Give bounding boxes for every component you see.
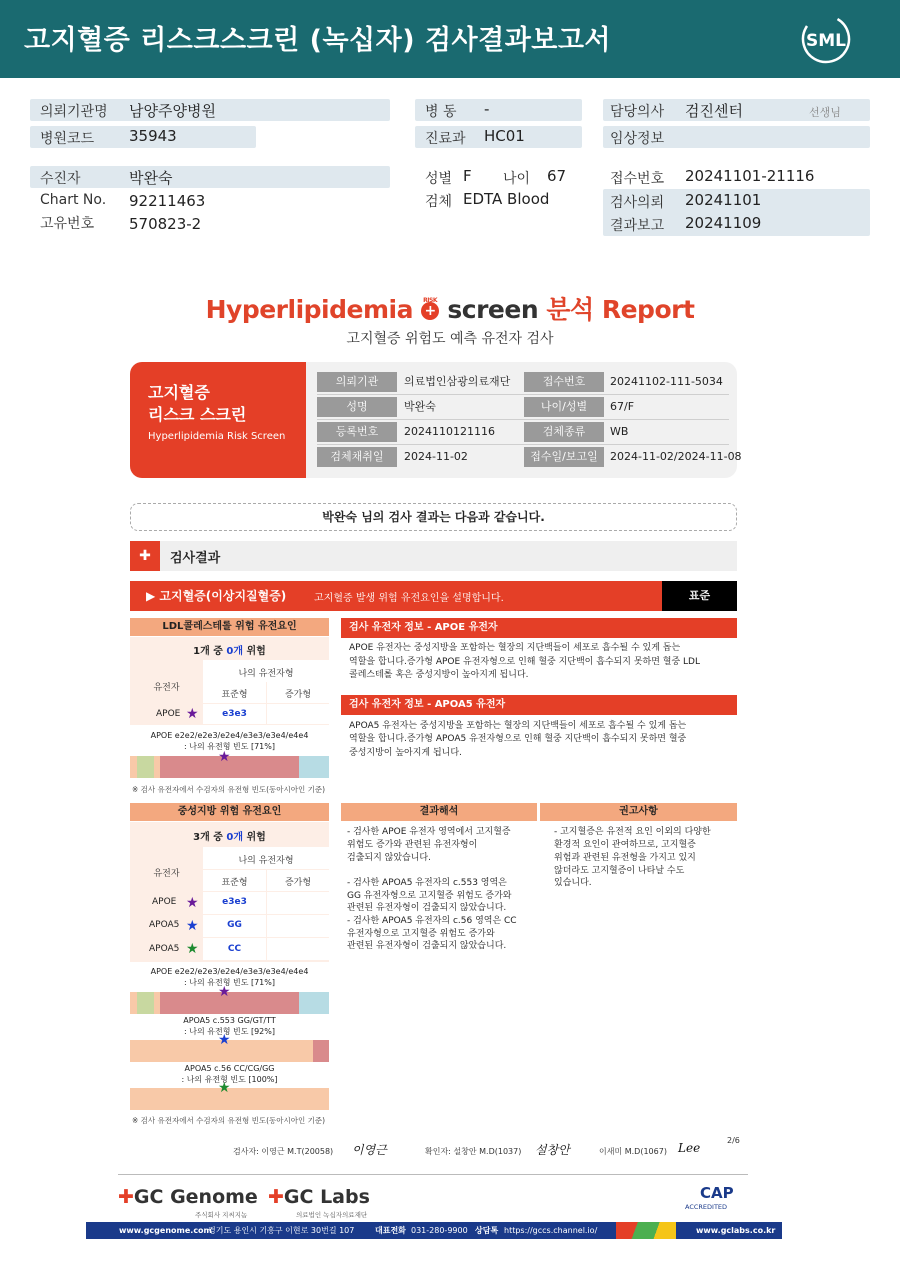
req-date-value: 20241101	[685, 191, 762, 209]
tg-col-mine: 나의 유전자형	[238, 856, 294, 866]
inner-name-value: 박완숙	[404, 400, 436, 413]
inner-name-label: 성명	[317, 397, 397, 417]
footer-phone: 031-280-9900	[411, 1226, 468, 1235]
doctor-signature: Lee	[678, 1141, 701, 1155]
interpretation-line: 유전자형으로 고지혈증 위험도 증가와	[347, 929, 495, 939]
footer-site[interactable]: www.gcgenome.com	[119, 1226, 212, 1235]
dept-label: 진료과	[425, 131, 466, 147]
patient-row	[30, 166, 390, 188]
doctor-signature-label: 이새미 M.D(1067)	[599, 1147, 667, 1156]
apoa5-info-line: 역할을 합니다.증가형 APOA5 유전자형으로 인해 혈중 지단백이 흡수되지 못하면 혈중	[349, 734, 687, 744]
ldl-row-inc-bg	[267, 704, 329, 724]
sml-logo-text: SML	[806, 31, 846, 51]
hospital-code-label: 병원코드	[40, 131, 95, 147]
inner-type-value: WB	[610, 425, 629, 438]
ldl-row-std: e3e3	[222, 709, 247, 719]
requester-label: 의뢰기관명	[40, 104, 108, 120]
category-description: 고지혈증 발생 위험 유전요인을 설명합니다.	[314, 593, 504, 604]
page-title: 고지혈증 리스크스크린 (녹십자) 검사결과보고서	[24, 25, 612, 56]
inner-receipt-value: 20241102-111-5034	[610, 375, 723, 388]
gc-cross-icon: ✚	[118, 1186, 134, 1208]
star-icon: ★	[218, 749, 231, 765]
tester-signature-label: 검사자: 이영근 M.T(20058)	[233, 1147, 334, 1156]
chart-value: 92211463	[129, 192, 206, 210]
req-date-label: 검사의뢰	[610, 195, 665, 211]
dist-segment	[130, 756, 137, 778]
ldl-note: ※ 검사 유전자에서 수검자의 유전형 빈도(동아시아인 기준)	[132, 785, 326, 794]
category-title: ▶ 고지혈증(이상지질혈증)	[146, 589, 287, 603]
ldl-dist-freq: : 나의 유전형 빈도 [71%]	[184, 742, 275, 751]
doctor-suffix: 선생님	[809, 106, 841, 119]
receipt-label: 접수번호	[610, 171, 665, 187]
ldl-col-mine: 나의 유전자형	[238, 669, 294, 679]
doctor-value: 검진센터	[685, 102, 743, 120]
gc-cross-icon: ✚	[268, 1186, 284, 1208]
tg-dist1-label: APOE e2e2/e2e3/e2e4/e3e3/e3e4/e4e4	[150, 967, 309, 976]
tg-dist3-label: APOA5 c.56 CC/CG/GG	[184, 1064, 275, 1073]
specimen-value: EDTA Blood	[463, 190, 550, 208]
tg-dist2-freq: : 나의 유전형 빈도 [92%]	[184, 1027, 275, 1036]
tg-row-std: e3e3	[222, 897, 247, 907]
interpretation-line: - 검사한 APOE 유전자 영역에서 고지혈증	[347, 827, 511, 837]
tg-col-std: 표준형	[221, 878, 248, 888]
patient-label: 수진자	[40, 171, 81, 187]
sex-label: 성별	[425, 171, 453, 187]
star-icon: ★	[186, 918, 199, 934]
inner-reg-label: 등록번호	[317, 422, 397, 442]
inner-divider	[317, 394, 729, 395]
report-date-label: 결과보고	[610, 218, 665, 234]
interpretation-line: GG 유전자형으로 고지혈증 위험도 증가와	[347, 891, 512, 901]
hero-english: Hyperlipidemia Risk Screen	[148, 431, 286, 442]
tg-col-inc: 증가형	[284, 878, 312, 888]
tg-dist3-freq: : 나의 유전형 빈도 [100%]	[181, 1075, 278, 1084]
interpretation-line: 관련된 유전자형이 검출되지 않았습니다.	[347, 903, 507, 913]
report-date-value: 20241109	[685, 214, 762, 232]
dept-value: HC01	[484, 127, 525, 145]
tg-count: 3개 중 0개 위험	[193, 832, 266, 843]
interpretation-line: - 검사한 APOA5 유전자의 c.56 영역은 CC	[347, 916, 517, 926]
dist-segment	[313, 1040, 329, 1062]
age-value: 67	[547, 167, 567, 185]
interpretation-line: 검출되지 않았습니다.	[347, 853, 431, 863]
sex-value: F	[463, 167, 472, 185]
recommendation-line: 환경적 요인이 관여하므로, 고지혈증	[554, 840, 696, 850]
gc-genome-sub: 주식회사 지씨지놈	[195, 1211, 248, 1219]
dist-segment	[137, 992, 154, 1014]
ward-label: 병 동	[425, 104, 457, 120]
cap-logo: CAP	[700, 1184, 734, 1202]
inner-type-label: 검체종류	[524, 422, 604, 442]
tg-row-inc-bg	[267, 915, 329, 937]
apoa5-info-line: APOA5 유전자는 중성지방을 포함하는 혈장의 지단백들이 세포로 흡수될 수 있게 돕는	[349, 721, 687, 731]
recommendation-header: 권고사항	[540, 803, 737, 821]
inner-reg-value: 2024110121116	[404, 425, 495, 438]
doctor-label: 담당의사	[610, 104, 665, 120]
medical-folder-icon: ✚	[130, 541, 160, 571]
footer-color-stripe	[616, 1222, 676, 1239]
brand-subtitle: 고지혈증 위험도 예측 유전자 검사	[346, 331, 554, 347]
recommendation-line: 위험과 관련된 유전형을 가지고 있지	[554, 853, 696, 863]
gc-labs-logo: ✚GC Labs	[268, 1186, 370, 1208]
tg-dist2-label: APOA5 c.553 GG/GT/TT	[183, 1016, 276, 1025]
footer-consult-label: 상담톡	[475, 1226, 499, 1235]
hero-title2: 리스크 스크린	[148, 405, 247, 424]
ldl-row-gene: APOE	[156, 709, 181, 719]
inner-dates-value: 2024-11-02/2024-11-08	[610, 450, 742, 463]
star-icon: ★	[186, 706, 199, 722]
age-label: 나이	[503, 171, 531, 187]
inner-divider	[317, 419, 729, 420]
tg-header: 중성지방 위험 유전요인	[130, 803, 329, 821]
tg-row-inc-bg	[267, 938, 329, 960]
tg-col-gene: 유전자	[153, 869, 180, 879]
inner-agesex-value: 67/F	[610, 400, 635, 413]
tg-note: ※ 검사 유전자에서 수검자의 유전형 빈도(동아시아인 기준)	[132, 1116, 326, 1125]
tg-row-std: CC	[227, 944, 242, 954]
star-icon: ★	[218, 1080, 231, 1096]
apoa5-info-header: 검사 유전자 정보 - APOA5 유전자	[341, 695, 737, 715]
page-number: 2/6	[727, 1136, 740, 1145]
inner-receipt-label: 접수번호	[524, 372, 604, 392]
brand-risk: RISK	[423, 297, 437, 304]
star-icon: ★	[218, 984, 231, 1000]
inner-collect-label: 검체채취일	[317, 447, 397, 467]
recommendation-line: 않더라도 고지혈증이 나타날 수도	[554, 866, 685, 876]
ldl-dist-label: APOE e2e2/e2e3/e2e4/e3e3/e3e4/e4e4	[150, 731, 309, 740]
inner-org-label: 의뢰기관	[317, 372, 397, 392]
tg-row-inc-bg	[267, 892, 329, 914]
footer-site2[interactable]: www.gclabs.co.kr	[696, 1226, 776, 1235]
results-section-bar	[130, 541, 737, 571]
footer-consult[interactable]: https://gccs.channel.io/	[504, 1226, 598, 1235]
interpretation-header: 결과해석	[341, 803, 537, 821]
id-value: 570823-2	[129, 215, 202, 233]
confirmer-signature: 설창안	[535, 1143, 570, 1157]
recommendation-line: - 고지혈증은 유전적 요인 이외의 다양한	[554, 827, 711, 837]
ldl-count: 1개 중 0개 위험	[193, 646, 266, 657]
plus-icon: + RISK	[421, 302, 439, 320]
id-label: 고유번호	[40, 216, 95, 232]
specimen-label: 검체	[425, 194, 453, 210]
inner-org-value: 의료법인삼광의료재단	[404, 375, 511, 388]
tg-row-gene: APOA5	[149, 920, 180, 930]
interpretation-line: - 검사한 APOA5 유전자의 c.553 영역은	[347, 878, 507, 888]
tg-row-gene: APOE	[152, 897, 177, 907]
tester-signature: 이영근	[352, 1143, 387, 1157]
patient-value: 박완숙	[129, 169, 173, 187]
inner-divider	[317, 444, 729, 445]
ward-value: -	[484, 100, 490, 118]
sml-logo-icon	[800, 13, 852, 65]
inner-dates-label: 접수일/보고일	[524, 447, 604, 467]
standard-badge: 표준	[662, 581, 737, 611]
star-icon: ★	[186, 941, 199, 957]
requester-value: 남양주양병원	[129, 102, 216, 120]
inner-collect-value: 2024-11-02	[404, 450, 468, 463]
footer-address: 경기도 용인시 기흥구 이현로 30번길 107	[208, 1226, 355, 1235]
apoe-info-line: 콜레스테롤 혹은 중성지방이 높아지게 됩니다.	[349, 670, 529, 680]
apoa5-info-line: 중성지방이 높아지게 됩니다.	[349, 748, 462, 758]
brand-part1: Hyperlipidemia	[205, 295, 413, 324]
ldl-col-std: 표준형	[221, 690, 248, 700]
hospital-code-value: 35943	[129, 127, 177, 145]
dist-segment	[130, 992, 137, 1014]
clinical-label: 임상정보	[610, 131, 665, 147]
cap-sub: ACCREDITED	[685, 1203, 728, 1211]
interpretation-line: 관련된 유전자형이 검출되지 않았습니다.	[347, 941, 507, 951]
brand-part2: screen	[447, 295, 539, 324]
dist-segment	[299, 756, 329, 778]
tg-dist1-freq: : 나의 유전형 빈도 [71%]	[184, 978, 275, 987]
results-title: 검사결과	[170, 551, 221, 566]
tg-row-gene: APOA5	[149, 944, 180, 954]
result-greeting: 박완숙 님의 검사 결과는 다음과 같습니다.	[130, 503, 737, 531]
confirmer-signature-label: 확인자: 설창안 M.D(1037)	[425, 1147, 522, 1156]
brand-part3: 분석 Report	[546, 295, 695, 324]
tg-row-std: GG	[227, 920, 242, 930]
apoe-info-header: 검사 유전자 정보 - APOE 유전자	[341, 618, 737, 638]
inner-agesex-label: 나이/성별	[524, 397, 604, 417]
dist-segment	[137, 756, 154, 778]
apoe-info-line: APOE 유전자는 중성지방을 포함하는 혈장의 지단백들이 세포로 흡수될 수 있게 돕는	[349, 643, 681, 653]
report-brand	[0, 290, 900, 326]
apoe-info-line: 역할을 합니다.증가형 APOE 유전자형으로 인해 혈중 지단백이 흡수되지 못하면 혈중 LDL	[349, 657, 700, 667]
receipt-value: 20241101-21116	[685, 167, 815, 185]
ldl-header: LDL콜레스테롤 위험 유전요인	[130, 618, 329, 636]
gc-labs-sub: 의료법인 녹십자의료재단	[296, 1211, 368, 1219]
star-icon: ★	[218, 1032, 231, 1048]
dist-segment	[299, 992, 329, 1014]
recommendation-line: 있습니다.	[554, 878, 592, 888]
gc-genome-logo: ✚GC Genome	[118, 1186, 258, 1208]
interpretation-line: 위험도 증가와 관련된 유전자형이	[347, 840, 478, 850]
hero-title1: 고지혈증	[148, 383, 210, 402]
ldl-col-inc: 증가형	[284, 690, 312, 700]
footer-divider	[118, 1174, 748, 1175]
ldl-col-gene: 유전자	[153, 683, 180, 693]
footer-phone-label: 대표전화	[375, 1226, 406, 1235]
footer-contact-bar	[86, 1222, 782, 1239]
chart-label: Chart No.	[40, 192, 107, 208]
star-icon: ★	[186, 895, 199, 911]
